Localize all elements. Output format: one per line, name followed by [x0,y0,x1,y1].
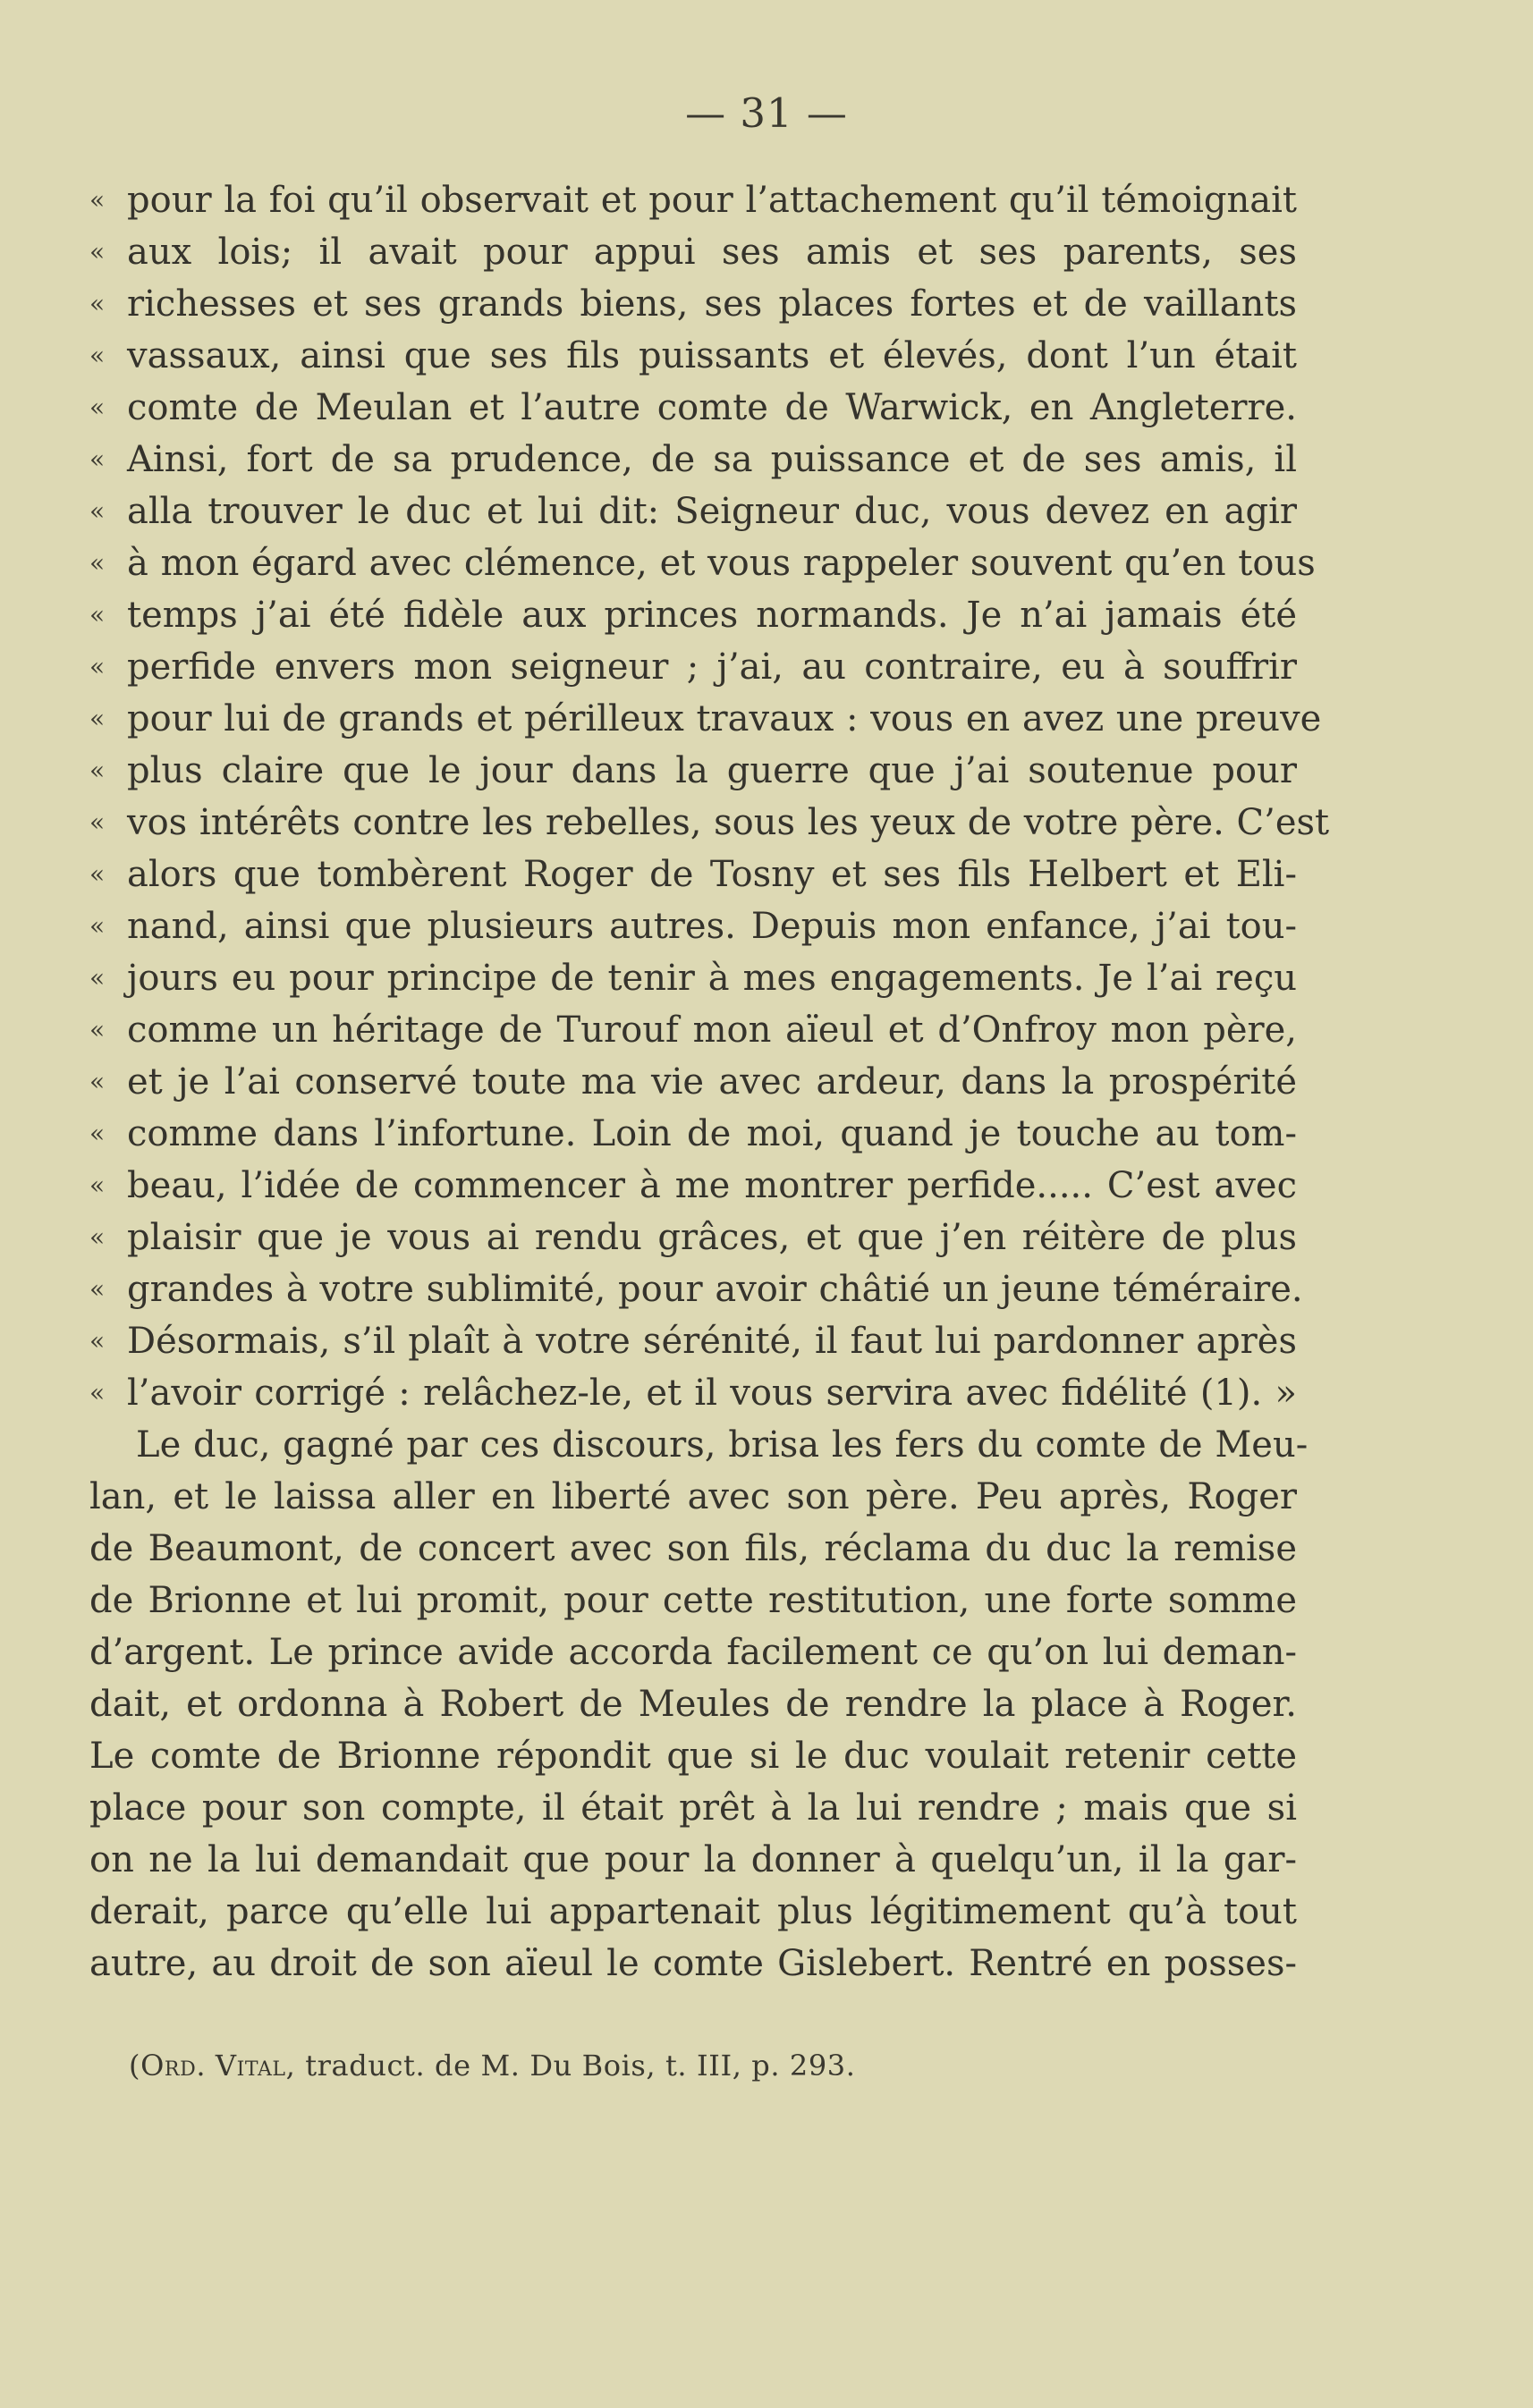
body-text [89,174,1330,1990]
opening-quote-mark: « [89,1274,106,1304]
footnote-open-parenthesis: ( [129,2049,141,2083]
line-text: lan, et le laissa aller en liberté avec son père. Peu après, Roger [89,1476,1297,1517]
text-line [89,641,1297,693]
line-text: d’argent. Le prince avide accorda facilement ce qu’on lui deman- [89,1632,1297,1673]
line-text: comte de Meulan et l’autre comte de Warwick, en Angleterre. [127,387,1297,428]
line-text: dait, et ordonna à Robert de Meules de rendre la place à Roger. [89,1684,1297,1725]
opening-quote-mark: « [89,393,106,422]
text-line [89,952,1297,1004]
text-line [89,1471,1297,1523]
text-line [89,1523,1297,1575]
opening-quote-mark: « [89,444,106,474]
text-line [89,900,1297,952]
line-text: vassaux, ainsi que ses fils puissants et élevés, dont l’un était [127,335,1297,376]
text-line [89,1056,1297,1108]
text-line [89,1367,1297,1419]
footnote [129,2048,856,2083]
line-text: Le duc, gagné par ces discours, brisa les fers du comte de Meu- [136,1424,1309,1466]
text-line [89,1263,1303,1315]
line-text: comme un héritage de Turouf mon aïeul et d’Onfroy mon père, [127,1010,1297,1051]
line-text: place pour son compte, il était prêt à la lui rendre ; mais que si [89,1787,1297,1829]
opening-quote-mark: « [89,807,106,837]
footnote-reference: , traduct. de M. Du Bois, t. III, p. 293. [285,2049,856,2083]
opening-quote-mark: « [89,237,106,266]
text-line [89,1108,1297,1160]
opening-quote-mark: « [89,600,106,629]
text-line [89,434,1297,486]
opening-quote-mark: « [89,1119,106,1148]
text-line [89,1160,1297,1212]
line-text: on ne la lui demandait que pour la donner à quelqu’un, il la gar- [89,1839,1297,1880]
text-line [89,1004,1297,1056]
opening-quote-mark: « [89,548,106,578]
line-text: grandes à votre sublimité, pour avoir châtié un jeune téméraire. [127,1269,1303,1310]
opening-quote-mark: « [89,185,106,215]
opening-quote-mark: « [89,756,106,785]
line-text: derait, parce qu’elle lui appartenait plus légitimement qu’à tout [89,1891,1297,1932]
line-text: Désormais, s’il plaît à votre sérénité, il faut lui pardonner après [127,1321,1297,1362]
line-text: perfide envers mon seigneur ; j’ai, au contraire, eu à souffrir [127,646,1297,688]
footnote-author: Ord. Vital [140,2049,286,2083]
opening-quote-mark: « [89,859,106,889]
text-line [89,589,1297,641]
text-line [89,1938,1297,1990]
line-text: pour la foi qu’il observait et pour l’attachement qu’il témoignait [127,180,1297,221]
opening-quote-mark: « [89,289,106,318]
line-text: jours eu pour principe de tenir à mes engagements. Je l’ai reçu [127,958,1297,999]
text-line [89,1212,1297,1263]
text-line [89,537,1316,589]
opening-quote-mark: « [89,1326,106,1356]
text-line [89,1782,1297,1834]
opening-quote-mark: « [89,496,106,526]
line-text: plaisir que je vous ai rendu grâces, et que j’en réitère de plus [127,1217,1297,1258]
text-line [89,797,1330,849]
page-number: — 31 — [685,89,848,137]
text-line [89,330,1297,382]
text-line [89,745,1297,797]
line-text: alla trouver le duc et lui dit: Seigneur duc, vous devez en agir [127,491,1297,532]
text-line [89,382,1297,434]
line-text: pour lui de grands et périlleux travaux : vous en avez une preuve [127,698,1322,739]
line-text: beau, l’idée de commencer à me montrer perfide..... C’est avec [127,1165,1297,1206]
text-line [89,1886,1297,1938]
text-line [89,1834,1297,1886]
text-line [89,278,1297,330]
text-line [89,1626,1297,1678]
opening-quote-mark: « [89,1067,106,1096]
text-line [89,1315,1297,1367]
line-text: l’avoir corrigé : relâchez-le, et il vous servira avec fidélité (1). » [127,1373,1297,1414]
line-text: et je l’ai conservé toute ma vie avec ardeur, dans la prospérité [127,1061,1297,1103]
opening-quote-mark: « [89,1378,106,1407]
text-line [89,174,1297,226]
text-line [89,693,1322,745]
line-text: Le comte de Brionne répondit que si le duc voulait retenir cette [89,1736,1297,1777]
line-text: comme dans l’infortune. Loin de moi, quand je touche au tom- [127,1113,1297,1154]
line-text: de Beaumont, de concert avec son fils, réclama du duc la remise [89,1528,1297,1569]
opening-quote-mark: « [89,1222,106,1252]
line-text: Ainsi, fort de sa prudence, de sa puissance et de ses amis, il [127,439,1297,480]
line-text: à mon égard avec clémence, et vous rappeler souvent qu’en tous [127,543,1316,584]
line-text: vos intérêts contre les rebelles, sous les yeux de votre père. C’est [127,802,1330,843]
text-line [89,849,1297,900]
opening-quote-mark: « [89,652,106,681]
line-text: aux lois; il avait pour appui ses amis et ses parents, ses [127,232,1297,273]
opening-quote-mark: « [89,963,106,993]
text-line [89,486,1297,537]
text-line [89,1575,1297,1626]
line-text: nand, ainsi que plusieurs autres. Depuis mon enfance, j’ai tou- [127,906,1297,947]
text-line [89,1730,1297,1782]
opening-quote-mark: « [89,911,106,941]
line-text: autre, au droit de son aïeul le comte Gislebert. Rentré en posses- [89,1943,1297,1984]
text-line [89,1419,1309,1471]
opening-quote-mark: « [89,1170,106,1200]
opening-quote-mark: « [89,341,106,370]
line-text: richesses et ses grands biens, ses places fortes et de vaillants [127,283,1297,325]
line-text: plus claire que le jour dans la guerre que j’ai soutenue pour [127,750,1297,791]
opening-quote-mark: « [89,1015,106,1044]
text-line [89,1678,1297,1730]
opening-quote-mark: « [89,704,106,733]
text-line [89,226,1297,278]
line-text: temps j’ai été fidèle aux princes normands. Je n’ai jamais été [127,595,1297,636]
line-text: alors que tombèrent Roger de Tosny et ses fils Helbert et Eli- [127,854,1297,895]
line-text: de Brionne et lui promit, pour cette restitution, une forte somme [89,1580,1297,1621]
